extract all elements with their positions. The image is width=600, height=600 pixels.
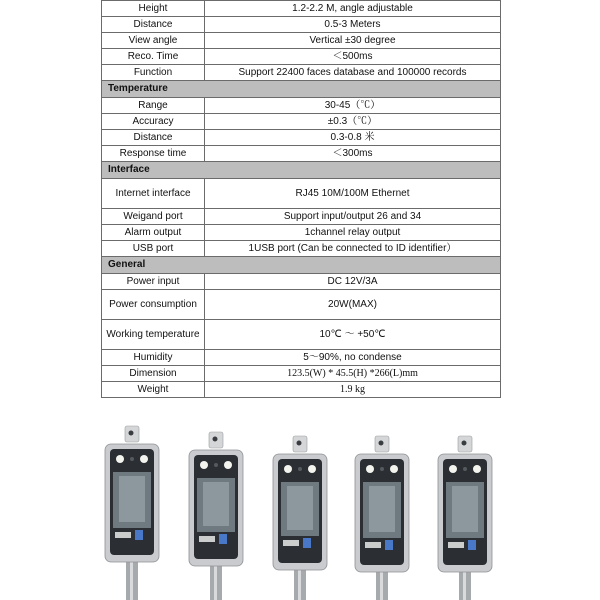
screen-reflection [203,482,229,526]
spec-row [102,98,501,114]
spec-row [102,241,501,257]
screen-id-icon [135,530,143,540]
spec-value: ＜300ms [205,146,501,162]
spec-label: Alarm output [102,225,205,241]
spec-row [102,320,501,350]
probe-sensor-icon [297,441,302,446]
spec-label: Weigand port [102,209,205,225]
camera-lens-icon [463,467,467,471]
device-unit [273,436,327,600]
screen-button-chip [115,532,131,538]
spec-label: Response time [102,146,205,162]
spec-label: Accuracy [102,114,205,130]
device-unit [189,432,243,600]
screen-reflection [452,486,478,532]
spec-value: 10℃ ～ +50℃ [205,320,501,350]
spec-row [102,1,501,17]
led-light-icon [366,465,374,473]
spec-value: Support input/output 26 and 34 [205,209,501,225]
spec-row [102,146,501,162]
spec-row [102,350,501,366]
screen-button-chip [365,542,381,548]
section-title: Temperature [102,81,501,98]
led-light-icon [224,461,232,469]
probe-sensor-icon [129,431,134,436]
spec-row [102,179,501,209]
spec-value: ±0.3（℃） [205,114,501,130]
spec-label: Power consumption [102,290,205,320]
probe-sensor-icon [462,441,467,446]
section-header-row [102,81,501,98]
screen-id-icon [219,534,227,544]
screen-reflection [369,486,395,532]
section-header-row [102,257,501,274]
spec-value: RJ45 10M/100M Ethernet [205,179,501,209]
spec-row [102,225,501,241]
section-title: General [102,257,501,274]
spec-row [102,49,501,65]
spec-label: Power input [102,274,205,290]
spec-row [102,209,501,225]
camera-lens-icon [214,463,218,467]
spec-label: Distance [102,17,205,33]
spec-value: 1.9 kg [205,382,501,398]
spec-label: USB port [102,241,205,257]
device-unit [438,436,492,600]
device-product-photos [0,420,600,600]
probe-sensor-icon [213,437,218,442]
spec-label: Internet interface [102,179,205,209]
spec-value: 0.5-3 Meters [205,17,501,33]
spec-value: 1USB port (Can be connected to ID identifier） [205,241,501,257]
spec-label: Humidity [102,350,205,366]
spec-row [102,274,501,290]
spec-row [102,382,501,398]
spec-value: Support 22400 faces database and 100000 records [205,65,501,81]
screen-reflection [119,476,145,522]
device-unit [105,426,159,600]
spec-row [102,366,501,382]
led-light-icon [200,461,208,469]
screen-id-icon [468,540,476,550]
spec-label: Height [102,1,205,17]
spec-row [102,65,501,81]
spec-row [102,290,501,320]
spec-label: Function [102,65,205,81]
spec-label: View angle [102,33,205,49]
spec-value: 30-45（℃） [205,98,501,114]
spec-row [102,130,501,146]
screen-button-chip [283,540,299,546]
led-light-icon [449,465,457,473]
spec-value: 5～90%, no condense [205,350,501,366]
spec-value: 1channel relay output [205,225,501,241]
screen-id-icon [385,540,393,550]
screen-reflection [287,486,313,530]
camera-lens-icon [298,467,302,471]
section-header-row [102,162,501,179]
screen-button-chip [199,536,215,542]
spec-value: 123.5(W) * 45.5(H) *266(L)mm [205,366,501,382]
led-light-icon [284,465,292,473]
spec-value: DC 12V/3A [205,274,501,290]
spec-label: Working temperature [102,320,205,350]
spec-label: Range [102,98,205,114]
spec-row [102,114,501,130]
probe-sensor-icon [379,441,384,446]
led-light-icon [140,455,148,463]
spec-value: Vertical ±30 degree [205,33,501,49]
camera-lens-icon [130,457,134,461]
pole-highlight [130,556,133,600]
spec-label: Weight [102,382,205,398]
spec-value: ＜500ms [205,49,501,65]
camera-lens-icon [380,467,384,471]
spec-value: 0.3-0.8 米 [205,130,501,146]
led-light-icon [390,465,398,473]
screen-id-icon [303,538,311,548]
spec-label: Distance [102,130,205,146]
spec-label: Reco. Time [102,49,205,65]
screen-button-chip [448,542,464,548]
spec-table-body [102,1,501,398]
spec-value: 1.2-2.2 M, angle adjustable [205,1,501,17]
spec-label: Dimension [102,366,205,382]
spec-table [101,0,501,398]
spec-row [102,33,501,49]
led-light-icon [308,465,316,473]
section-title: Interface [102,162,501,179]
spec-value: 20W(MAX) [205,290,501,320]
led-light-icon [473,465,481,473]
device-unit [355,436,409,600]
led-light-icon [116,455,124,463]
spec-row [102,17,501,33]
